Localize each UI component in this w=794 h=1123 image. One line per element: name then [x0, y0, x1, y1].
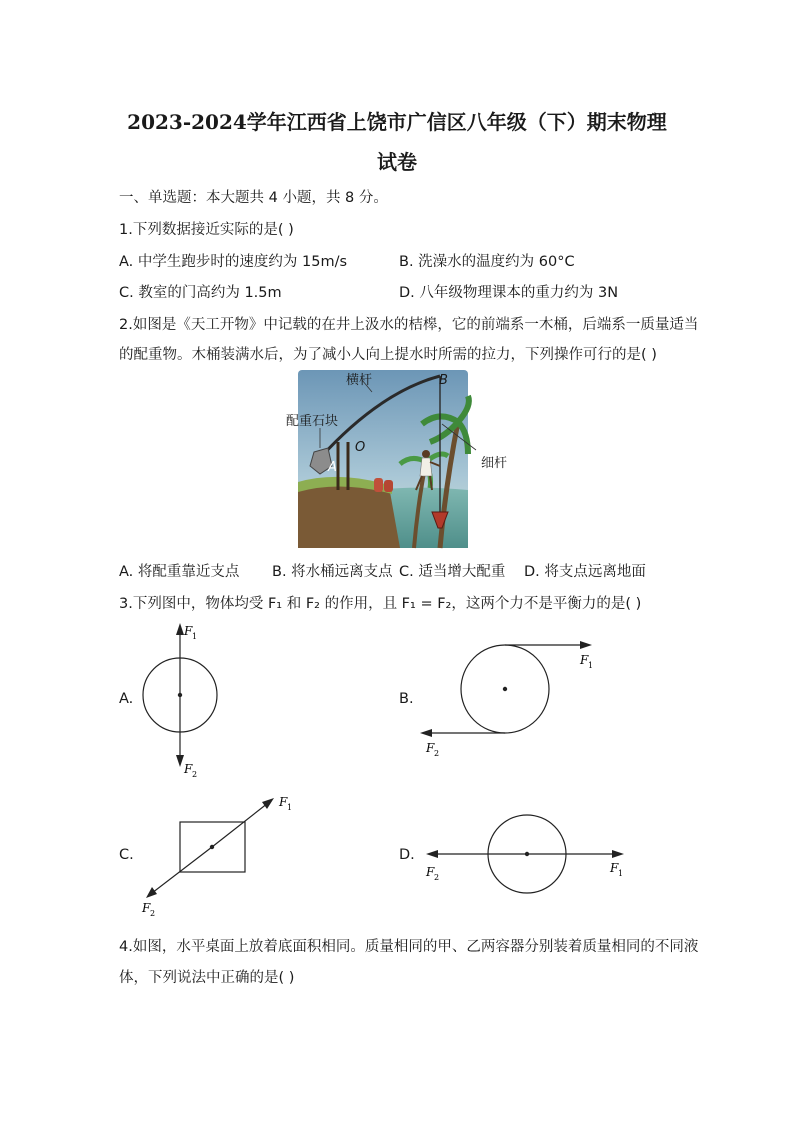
q3c-f1-sub: 1 [287, 803, 293, 812]
question-3-stem: 3.下列图中，物体均受 F₁ 和 F₂ 的作用，且 F₁ = F₂，这两个力不是平衡力的是( ) [119, 596, 642, 612]
exam-title-line2: 试卷 [377, 150, 417, 174]
q3-diagram-b [414, 636, 614, 766]
q3d-f2-sub: 2 [434, 873, 440, 882]
q2-option-b: B. 将水桶远离支点 [272, 564, 393, 580]
question-2-stem-line1: 2.如图是《天工开物》中记载的在井上汲水的桔槔，它的前端系一木桶，后端系一质量适当 [119, 317, 699, 333]
q3c-f2-sub: 2 [150, 909, 156, 918]
q3-option-d-label: D. [399, 847, 415, 863]
label-counterweight: 配重石块 [286, 414, 339, 429]
q3-diagram-c [134, 790, 304, 920]
q3a-f1-sub: 1 [192, 632, 198, 641]
q1-option-b: B. 洗澡水的温度约为 60°C [399, 254, 575, 270]
label-crossbar: 横杆 [346, 373, 373, 388]
label-point-b: B [439, 373, 448, 388]
section-heading: 一、单选题：本大题共 4 小题，共 8 分。 [119, 190, 388, 206]
q3-diagram-d [414, 810, 634, 900]
q3d-f2-label: F [426, 865, 435, 879]
q3c-f1-label: F [279, 795, 288, 809]
q2-option-d: D. 将支点远离地面 [524, 564, 646, 580]
label-thin-rod: 细杆 [481, 456, 508, 471]
q3c-f2-label: F [142, 901, 151, 915]
q3d-f1-label: F [610, 861, 619, 875]
q1-option-c: C. 教室的门高约为 1.5m [119, 285, 282, 301]
q3b-f2-sub: 2 [434, 749, 440, 758]
q3b-f2-label: F [426, 741, 435, 755]
q3-diagram-a [130, 615, 240, 785]
q2-option-a: A. 将配重靠近支点 [119, 564, 240, 580]
q3a-f1-label: F [184, 624, 193, 638]
question-1-stem: 1.下列数据接近实际的是( ) [119, 222, 294, 238]
label-point-o: O [355, 440, 366, 455]
q3b-f1-label: F [580, 653, 589, 667]
exam-title-line1: 2023-2024学年江西省上饶市广信区八年级（下）期末物理 [127, 110, 667, 134]
q3b-f1-sub: 1 [588, 661, 594, 670]
q3-option-a-label: A. [119, 691, 134, 707]
q3-option-c-label: C. [119, 847, 134, 863]
q1-option-d: D. 八年级物理课本的重力约为 3N [399, 285, 619, 301]
q3d-f1-sub: 1 [618, 869, 624, 878]
question-4-stem-line2: 体，下列说法中正确的是( ) [119, 970, 295, 986]
question-4-stem-line1: 4.如图，水平桌面上放着底面积相同。质量相同的甲、乙两容器分别装着质量相同的不同液 [119, 939, 699, 955]
q1-option-a: A. 中学生跑步时的速度约为 15m/s [119, 254, 348, 270]
question-2-stem-line2: 的配重物。木桶装满水后，为了减小人向上提水时所需的拉力，下列操作可行的是( ) [119, 347, 657, 363]
q3-option-b-label: B. [399, 691, 414, 707]
q3a-f2-sub: 2 [192, 770, 198, 779]
q3a-f2-label: F [184, 762, 193, 776]
label-point-a: A [328, 460, 337, 475]
q2-option-c: C. 适当增大配重 [399, 564, 506, 580]
